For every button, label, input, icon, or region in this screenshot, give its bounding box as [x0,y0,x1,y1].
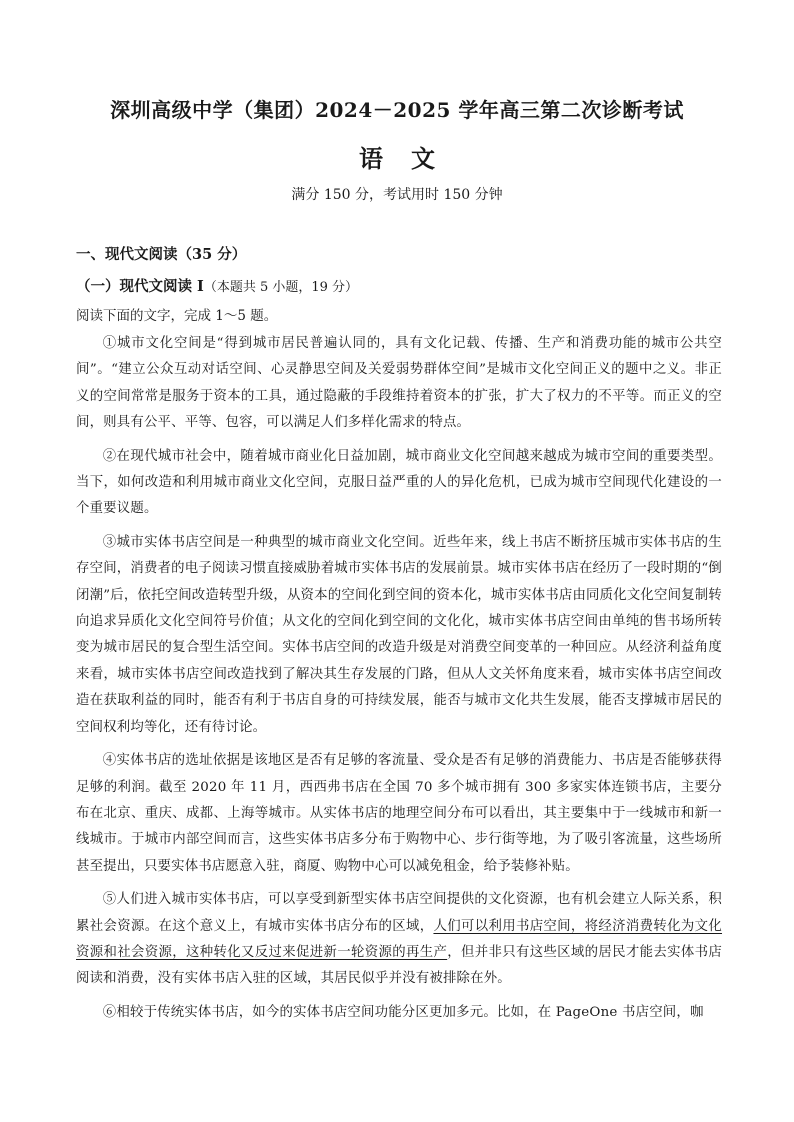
part-heading [76,275,358,296]
paragraph-1: ①城市文化空间是“得到城市居民普遍认同的，具有文化记载、传播、生产和消费功能的城市公共空间”。“建立公众互动对话空间、心灵静思空间及关爱弱势群体空间”是城市文化空间正义的题中之义。非正义的空间常常是服务于资本的工具，通过隐蔽的手段维持着资本的扩张，扩大了权力的不平等。而正义的空间，则具有公平、平等、包容，可以满足人们多样化需求的特点。 [76,336,722,431]
part-title: （一）现代文阅读 I [76,278,204,295]
paragraph-5-text-before: ⑤人们进入城市实体书店，可以享受到新型实体书店空间提供的文化资源，也有机会建立人际关系，积累社会资源。在这个意义上，有城市实体书店分布的区域， [76,892,722,934]
reading-instruction: 阅读下面的文字，完成 1～5 题。 [76,308,278,324]
paragraph-5-text-after: ，但并非只有这些区域的居民才能去实体书店阅读和消费，没有实体书店入驻的区域，其居民似乎并没有被排除在外。 [76,944,723,987]
exam-title: 深圳高级中学（集团）2024－2025 学年高三第二次诊断考试 [110,98,684,122]
paragraph-3: ③城市实体书店空间是一种典型的城市商业文化空间。近些年来，线上书店不断挤压城市实体书店的生存空间，消费者的电子阅读习惯直接威胁着城市实体书店的发展前景。城市实体书店在经历了一段时期的“倒闭潮”后，依托空间改造转型升级，从资本的空间化到空间的资本化，城市实体书店由同质化文化空间复制转向追求异质化文化空间符号价值；从文化的空间化到空间的文化化，城市实体书店空间由单纯的售书场所转变为城市居民的复合型生活空间。实体书店空间的改造升级是对消费空间变革的一种回应。从经济利益角度来看，城市实体书店空间改造找到了解决其生存发展的门路，但从人文关怀角度来看，城市实体书店空间改造在获取利益的同时，能否有利于书店自身的可持续发展，能否与城市文化共生发展，能否支撑城市居民的空间权利均等化，还有待讨论。 [76,534,722,735]
exam-info: 满分 150 分，考试用时 150 分钟 [291,187,503,203]
part-note: （本题共 5 小题，19 分） [203,280,359,295]
subject-title: 语文 [359,144,463,173]
section-heading: 一、现代文阅读（35 分） [76,246,247,263]
paragraph-5 [76,887,722,993]
paragraph-6: ⑥相较于传统实体书店，如今的实体书店空间功能分区更加多元。比如，在 PageOne 书店空间，咖 [102,1004,704,1020]
paragraph-4: ④实体书店的选址依据是该地区是否有足够的客流量、受众是否有足够的消费能力、书店是否能够获得足够的利润。截至 2020 年 11 月，西西弗书店在全国 70 多个城市拥有 300 多家实体连锁书店，主要分布在北京、重庆、成都、上海等城市。从实体书店的地理空间分布可以看出，其主要集中于一线城市和新一线城市。于城市内部空间而言，这些实体书店多分布于购物中心、步行街等地，为了吸引客流量，这些场所甚至提出，只要实体书店愿意入驻，商厦、购物中心可以减免租金，给予装修补贴。 [76,753,722,874]
paragraph-2: ②在现代城市社会中，随着城市商业化日益加剧，城市商业文化空间越来越成为城市空间的重要类型。当下，如何改造和利用城市商业文化空间，克服日益严重的人的异化危机，已成为城市空间现代化建设的一个重要议题。 [76,448,722,517]
underlined-sentence: 人们可以利用书店空间，将经济消费转化为文化资源和社会资源，这种转化又反过来促进新一轮资源的再生产 [76,918,723,960]
reading-passage [76,331,722,1033]
